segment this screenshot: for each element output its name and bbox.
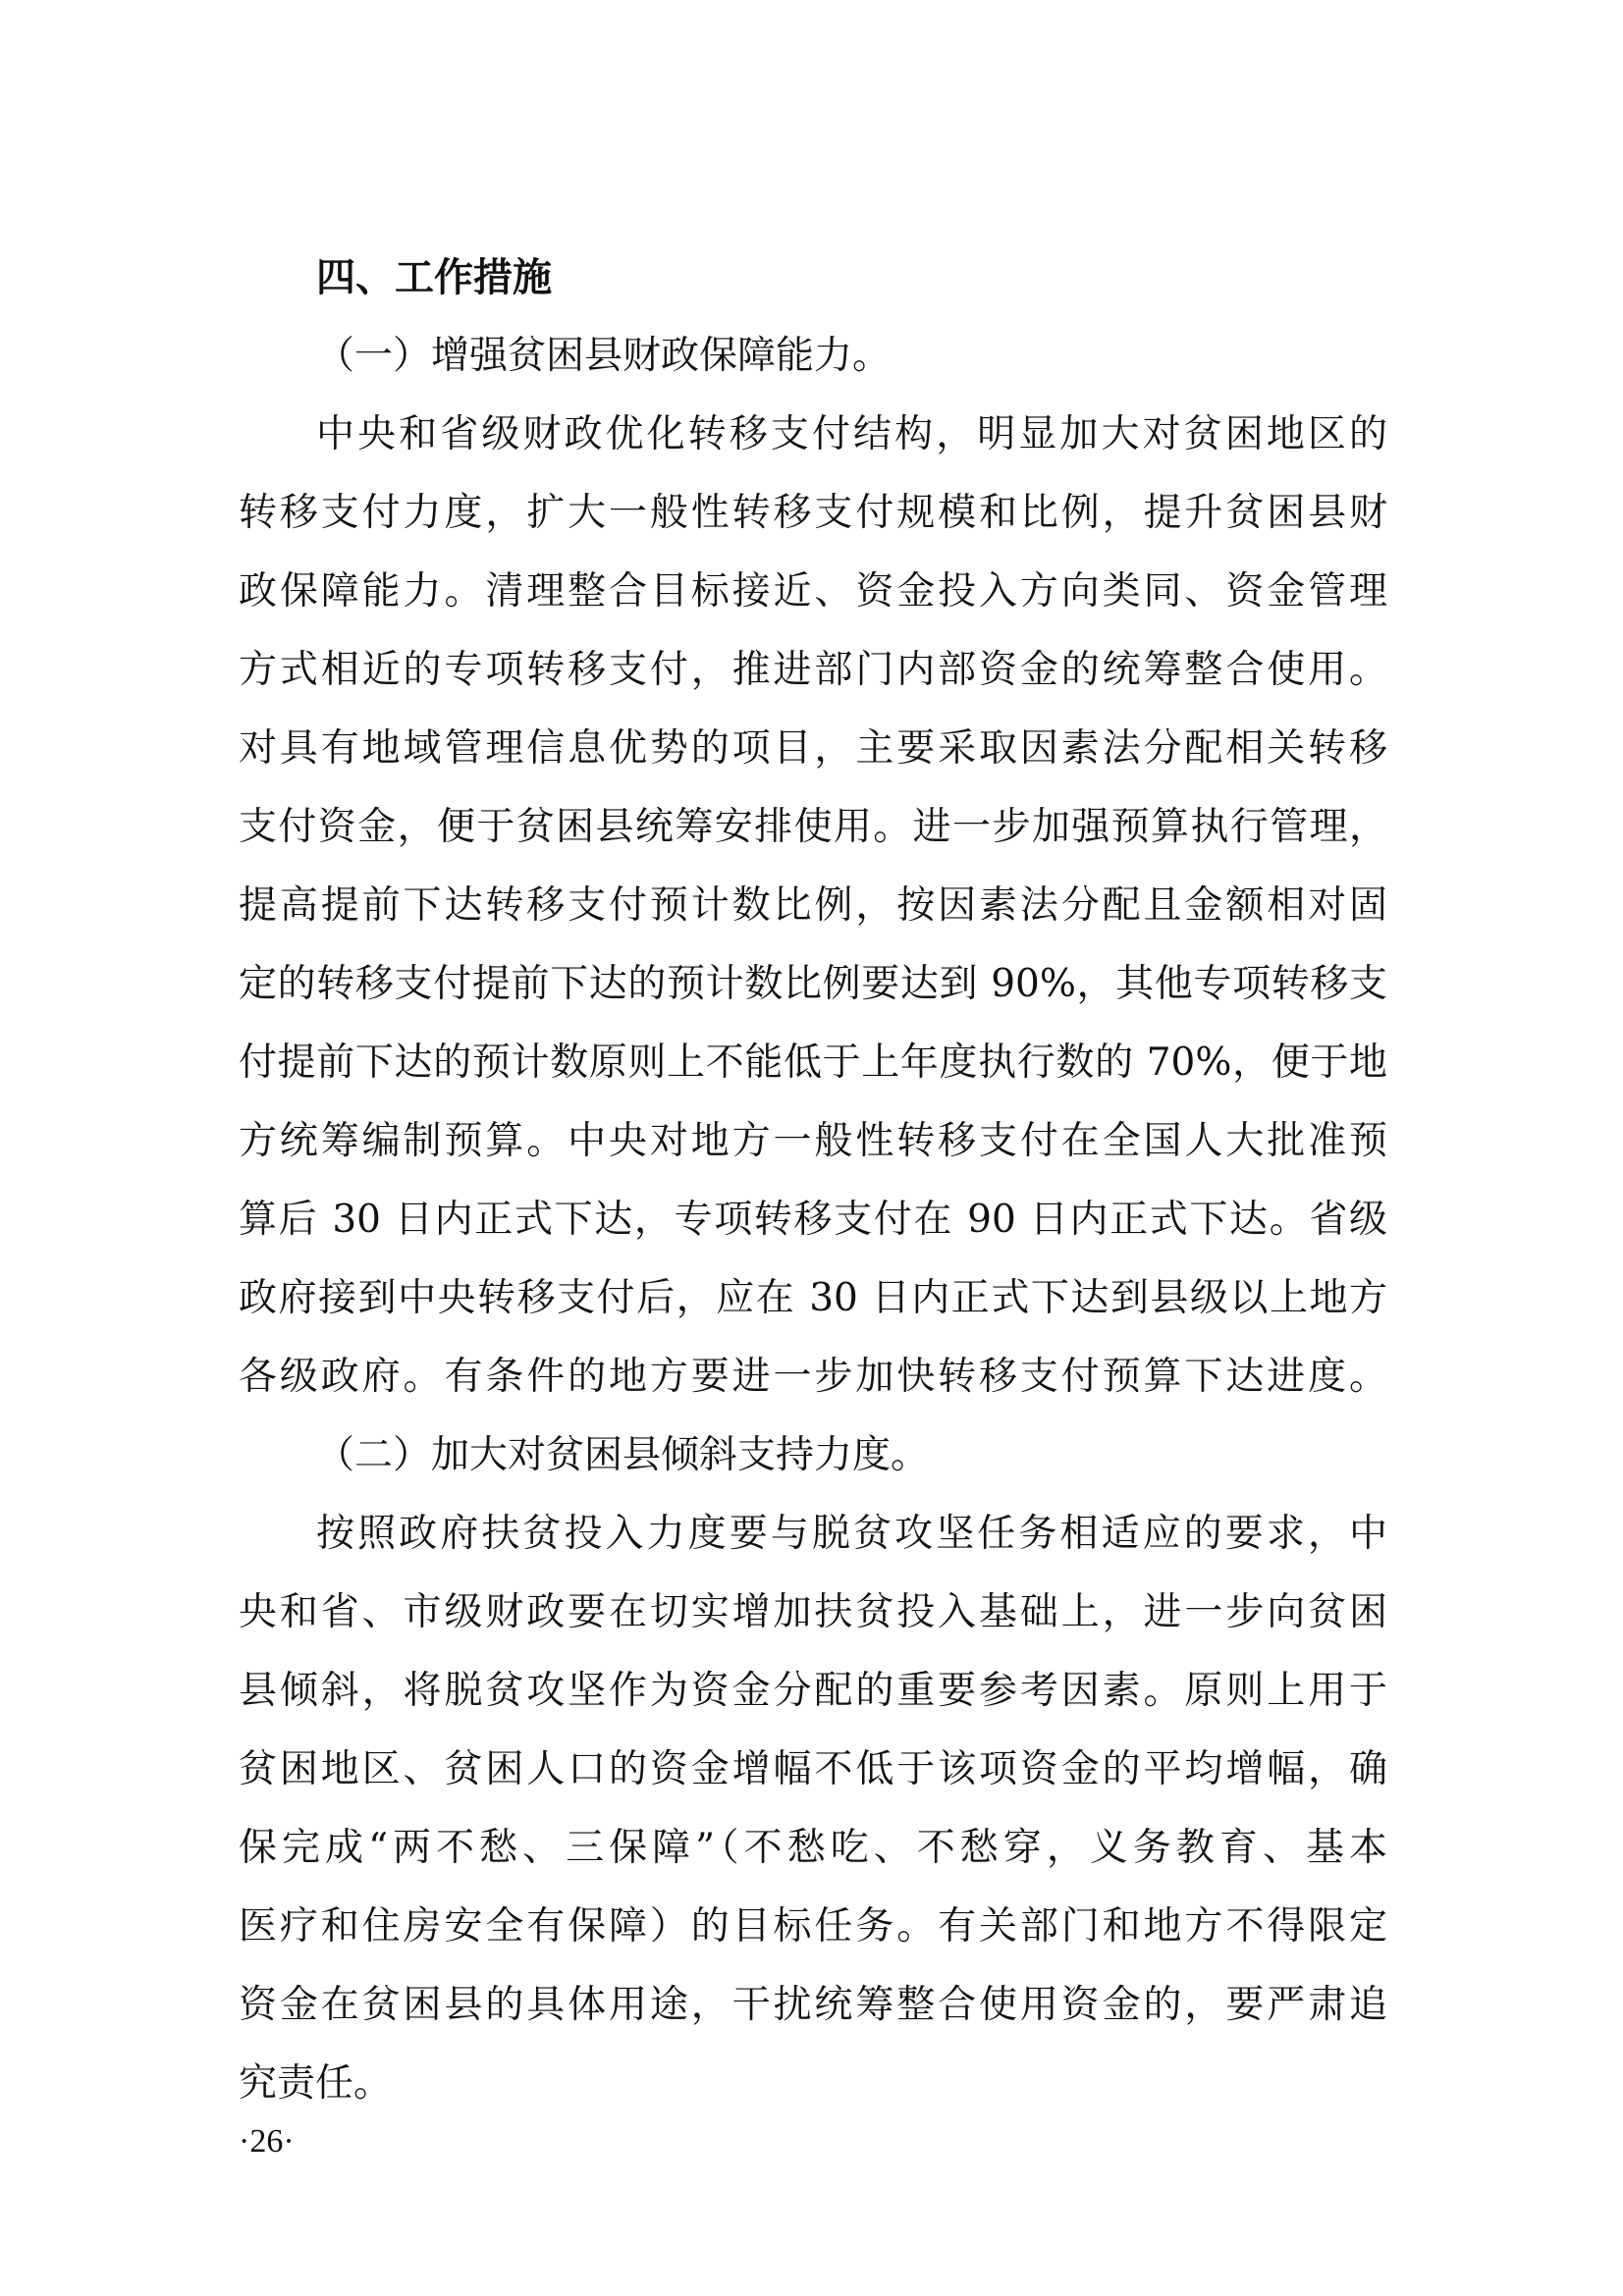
paragraph-1-line: 方式相近的专项转移支付，推进部门内部资金的统筹整合使用。 <box>239 648 1387 692</box>
paragraph-2-line: 贫困地区、贫困人口的资金增幅不低于该项资金的平均增幅，确 <box>239 1747 1387 1791</box>
paragraph-2-line: 县倾斜，将脱贫攻坚作为资金分配的重要参考因素。原则上用于 <box>239 1669 1387 1713</box>
paragraph-1-line: 方统筹编制预算。中央对地方一般性转移支付在全国人大批准预 <box>239 1119 1387 1163</box>
paragraph-1-line: 对具有地域管理信息优势的项目，主要采取因素法分配相关转移 <box>239 726 1387 771</box>
paragraph-1-line: 提高提前下达转移支付预计数比例，按因素法分配且金额相对固 <box>239 883 1387 928</box>
section-heading: 四、工作措施 <box>316 255 552 300</box>
paragraph-2-line: 究责任。 <box>239 2061 393 2106</box>
paragraph-1-line: 政保障能力。清理整合目标接近、资金投入方向类同、资金管理 <box>239 569 1387 614</box>
paragraph-1-line: 付提前下达的预计数原则上不能低于上年度执行数的 70%，便于地 <box>239 1041 1387 1085</box>
paragraph-1-line: 定的转移支付提前下达的预计数比例要达到 90%，其他专项转移支 <box>239 962 1387 1006</box>
subsection-2-title: （二）加大对贫困县倾斜支持力度。 <box>316 1433 930 1477</box>
paragraph-1-line: 支付资金，便于贫困县统筹安排使用。进一步加强预算执行管理， <box>239 805 1387 849</box>
page-number: ·26· <box>239 2123 295 2160</box>
paragraph-1-line: 中央和省级财政优化转移支付结构，明显加大对贫困地区的 <box>316 412 1387 456</box>
paragraph-1-line: 各级政府。有条件的地方要进一步加快转移支付预算下达进度。 <box>239 1355 1387 1399</box>
paragraph-1-line: 算后 30 日内正式下达，专项转移支付在 90 日内正式下达。省级 <box>239 1198 1387 1242</box>
paragraph-2-line: 按照政府扶贫投入力度要与脱贫攻坚任务相适应的要求，中 <box>316 1512 1387 1556</box>
paragraph-2-line: 医疗和住房安全有保障）的目标任务。有关部门和地方不得限定 <box>239 1904 1387 1949</box>
paragraph-1-line: 转移支付力度，扩大一般性转移支付规模和比例，提升贫困县财 <box>239 491 1387 535</box>
paragraph-2-line: 央和省、市级财政要在切实增加扶贫投入基础上，进一步向贫困 <box>239 1590 1387 1634</box>
subsection-1-title: （一）增强贫困县财政保障能力。 <box>316 334 892 378</box>
paragraph-1-line: 政府接到中央转移支付后，应在 30 日内正式下达到县级以上地方 <box>239 1276 1387 1320</box>
paragraph-2-line: 资金在贫困县的具体用途，干扰统筹整合使用资金的，要严肃追 <box>239 1983 1387 2027</box>
paragraph-2-line: 保完成“两不愁、三保障”（不愁吃、不愁穿，义务教育、基本 <box>239 1826 1387 1870</box>
